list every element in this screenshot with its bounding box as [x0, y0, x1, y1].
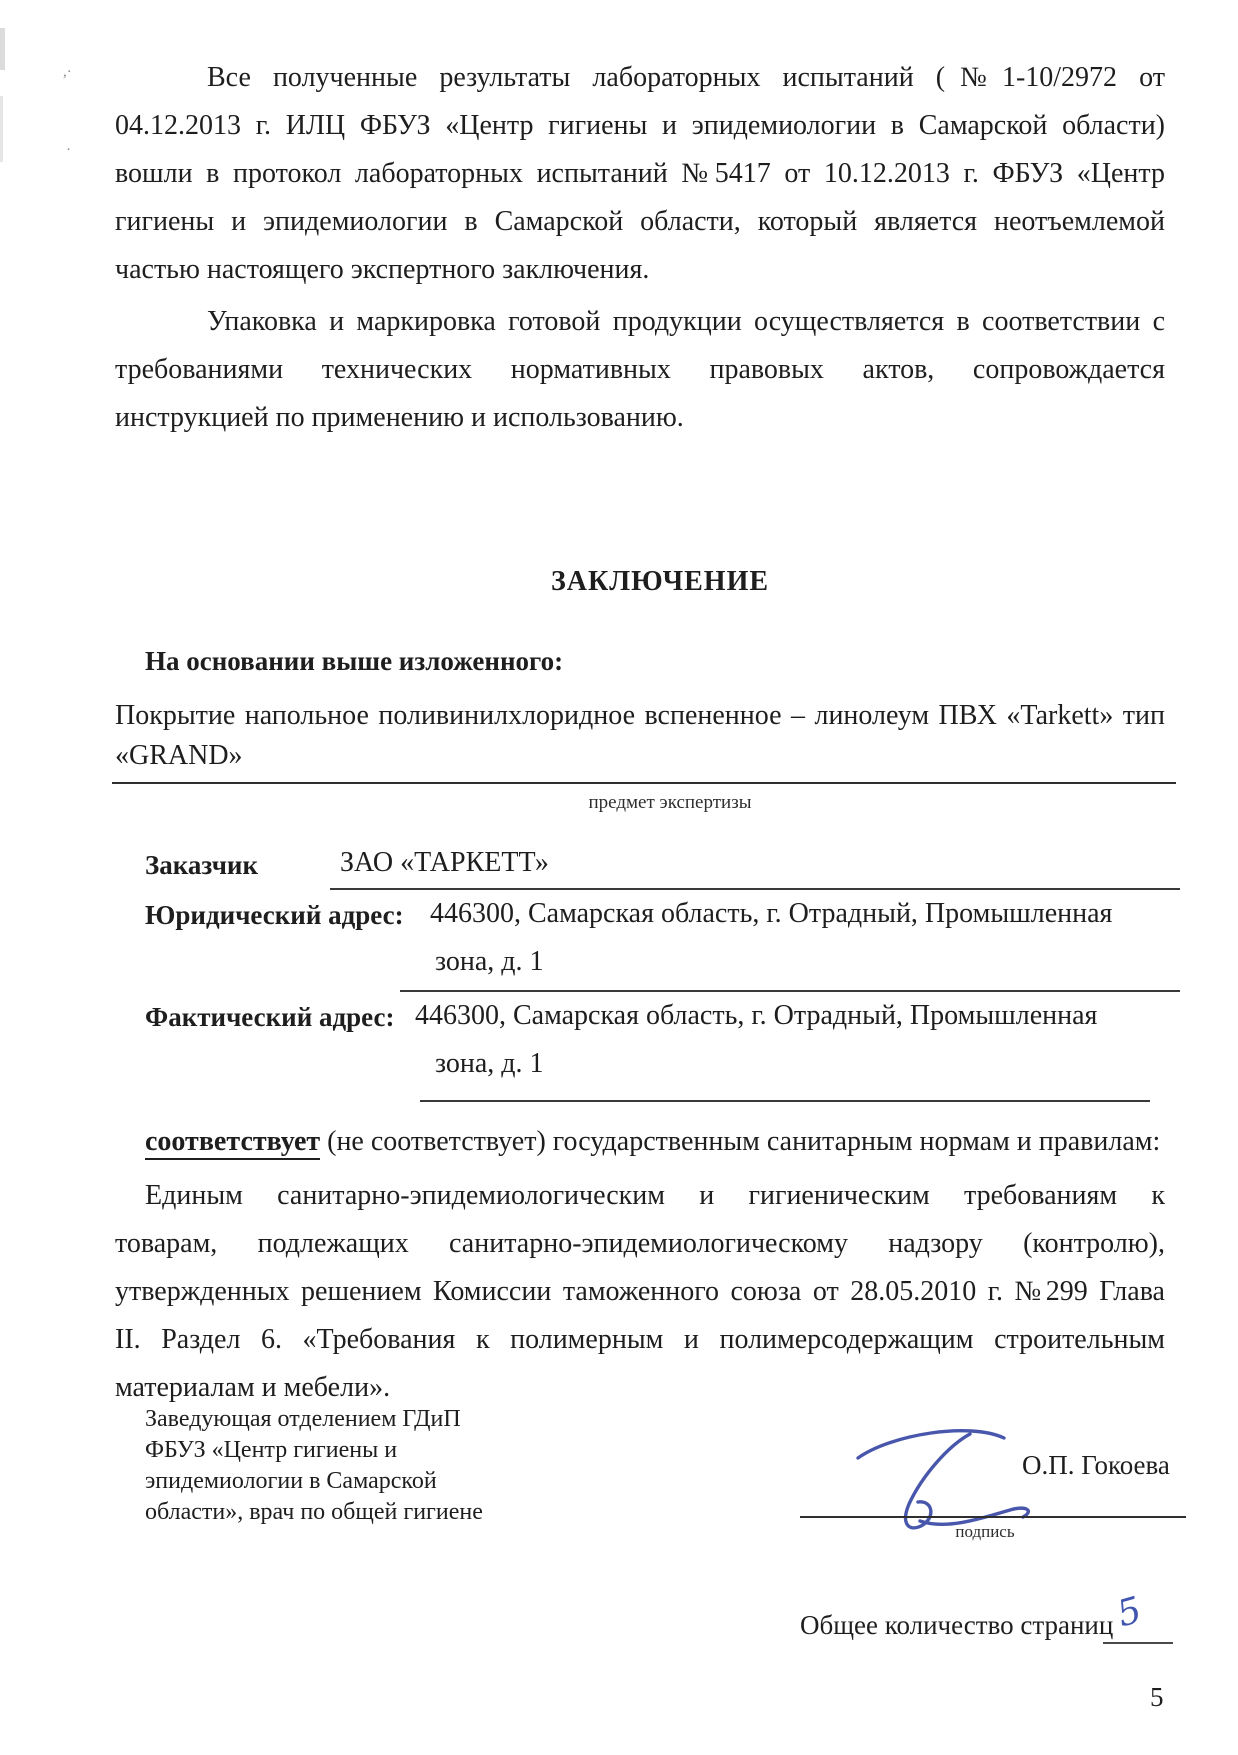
- paragraph-line: Упаковка и маркировка готовой продукции осуществляется в соответствии с: [207, 306, 1165, 337]
- total-pages-underline: [1103, 1642, 1173, 1644]
- paragraph-line: Все полученные результаты лабораторных испытаний (№1-10/2972 от: [207, 62, 1165, 93]
- verdict-match-word: соответствует: [145, 1126, 320, 1160]
- field-line: [420, 1100, 1150, 1102]
- paragraph-lab-results: [115, 54, 1165, 294]
- paragraph-norms: [115, 1172, 1165, 1412]
- paragraph-packaging: [115, 298, 1165, 442]
- subject-line-1: Покрытие напольное поливинилхлоридное вспененное – линолеум ПВХ «Tarkett» тип: [115, 700, 1165, 731]
- paragraph-line: вошли в протокол лабораторных испытаний №5417 от 10.12.2013 г. ФБУЗ «Центр: [115, 158, 1165, 189]
- paragraph-line: требованиями технических нормативных правовых актов, сопровождается: [115, 354, 1165, 385]
- signature-line: [800, 1516, 1186, 1518]
- verdict-line: [145, 1126, 1160, 1158]
- scan-speck: ·: [66, 142, 71, 158]
- field-line: [400, 990, 1180, 992]
- subject-caption: предмет экспертизы: [588, 792, 752, 813]
- scan-edge-artifact: [0, 96, 3, 162]
- signer-position: [145, 1404, 685, 1528]
- signature-caption: подпись: [955, 1522, 1015, 1541]
- paragraph-line: 04.12.2013 г. ИЛЦ ФБУЗ «Центр гигиены и эпидемиологии в Самарской области): [115, 110, 1165, 141]
- signer-position-line: Заведующая отделением ГДиП: [145, 1406, 461, 1432]
- paragraph-line: утвержденных решением Комиссии таможенного союза от 28.05.2010 г. №299 Глава: [115, 1276, 1165, 1307]
- signer-position-line: области», врач по общей гигиене: [145, 1499, 483, 1525]
- customer-value: ЗАО «ТАРКЕТТ»: [340, 847, 549, 878]
- actual-address-value-2: зона, д. 1: [435, 1048, 544, 1079]
- scan-speck: ,·: [63, 64, 72, 80]
- paragraph-line: инструкцией по применению и использованию.: [115, 402, 684, 433]
- paragraph-line: Единым санитарно-эпидемиологическим и гигиеническим требованиям к: [145, 1180, 1165, 1211]
- signer-position-line: ФБУЗ «Центр гигиены и: [145, 1437, 398, 1463]
- customer-label: Заказчик: [145, 850, 259, 880]
- signer-position-line: эпидемиологии в Самарской: [145, 1468, 437, 1494]
- total-pages-label: Общее количество страниц: [800, 1610, 1114, 1640]
- page-number: 5: [1150, 1682, 1164, 1712]
- paragraph-line: гигиены и эпидемиологии в Самарской области, который является неотъемлемой: [115, 206, 1165, 237]
- paragraph-line: II. Раздел 6. «Требования к полимерным и полимерсодержащим строительным: [115, 1324, 1165, 1355]
- legal-address-label: Юридический адрес:: [145, 900, 404, 930]
- subject-underline: [112, 782, 1176, 784]
- paragraph-line: материалам и мебели».: [115, 1372, 391, 1403]
- verdict-rest: (не соответствует) государственным санитарным нормам и правилам:: [320, 1126, 1161, 1157]
- actual-address-label: Фактический адрес:: [145, 1002, 395, 1032]
- legal-address-value: 446300, Самарская область, г. Отрадный, Промышленная: [430, 898, 1113, 929]
- field-line: [330, 888, 1180, 890]
- actual-address-value: 446300, Самарская область, г. Отрадный, Промышленная: [415, 1000, 1098, 1031]
- scan-edge-artifact: [0, 28, 5, 70]
- subject-line-2: «GRAND»: [115, 740, 243, 771]
- total-pages-handwritten-value: 5: [1112, 1589, 1147, 1636]
- basis-label: На основании выше изложенного:: [145, 646, 564, 676]
- legal-address-value-2: зона, д. 1: [435, 946, 544, 977]
- conclusion-heading: ЗАКЛЮЧЕНИЕ: [550, 566, 770, 597]
- paragraph-line: частью настоящего экспертного заключения.: [115, 254, 650, 285]
- paragraph-line: товарам, подлежащих санитарно-эпидемиологическому надзору (контролю),: [115, 1228, 1165, 1259]
- signer-name: О.П. Гокоева: [1022, 1450, 1170, 1480]
